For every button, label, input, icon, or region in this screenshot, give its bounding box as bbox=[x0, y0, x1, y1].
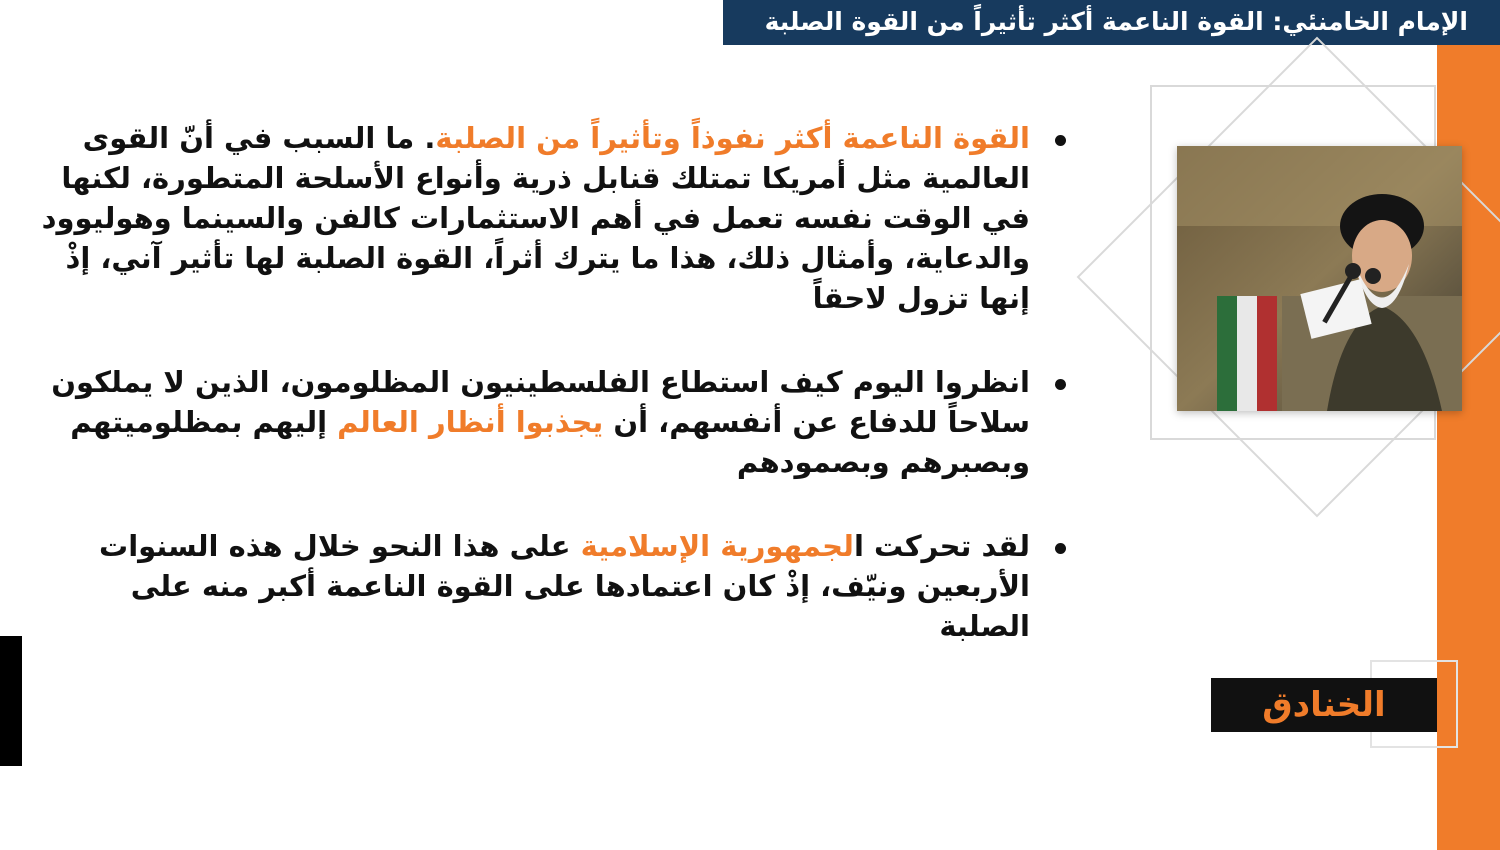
brand-logo bbox=[1211, 678, 1437, 732]
bullet-dot bbox=[1055, 543, 1066, 554]
left-black-bar bbox=[0, 636, 22, 766]
bullet-highlight: القوة الناعمة أكثر نفوذاً وتأثيراً من الصلبة bbox=[435, 121, 1030, 155]
header-title-bar bbox=[723, 0, 1500, 45]
bullet-text: . ما السبب في أنّ القوى العالمية مثل أمريكا تمتلك قنابل ذرية وأنواع الأسلحة المتطورة، لكنها في الوقت نفسه تعمل في أهم الاستثمارات كالفن والسينما وهوليوود والدعاية، وأمثال ذلك، هذا ما يترك أثراً، القوة الصلبة لها تأثير آني، إذْ إنها تزول لاحقاً bbox=[41, 121, 1030, 315]
bullet-highlight: لجمهورية الإسلامية bbox=[580, 529, 854, 563]
bullet-text: على هذا النحو خلال هذه السنوات الأربعين ونيّف، إذْ كان اعتمادها على القوة الناعمة أكبر منه على الصلبة bbox=[99, 529, 1030, 643]
bullet-item bbox=[40, 362, 1070, 482]
bullet-item bbox=[40, 526, 1070, 646]
bullet-text: إليهم بمظلوميتهم وبصبرهم وبصمودهم bbox=[70, 405, 1030, 479]
bullet-dot bbox=[1055, 379, 1066, 390]
page-title: الإمام الخامنئي: القوة الناعمة أكثر تأثيراً من القوة الصلبة bbox=[764, 7, 1468, 36]
speaker-photo bbox=[1177, 146, 1462, 411]
main-content bbox=[40, 118, 1070, 690]
bullet-highlight: يجذبوا أنظار العالم bbox=[337, 405, 604, 439]
bullet-dot bbox=[1055, 135, 1066, 146]
bullet-text: انظروا اليوم كيف استطاع الفلسطينيون المظلومون، الذين لا يملكون سلاحاً للدفاع عن أنفسهم، أن bbox=[51, 365, 1030, 439]
bullet-item bbox=[40, 118, 1070, 318]
logo-text: الخنادق bbox=[1262, 685, 1386, 725]
bullet-text: لقد تحركت ا bbox=[853, 529, 1030, 563]
